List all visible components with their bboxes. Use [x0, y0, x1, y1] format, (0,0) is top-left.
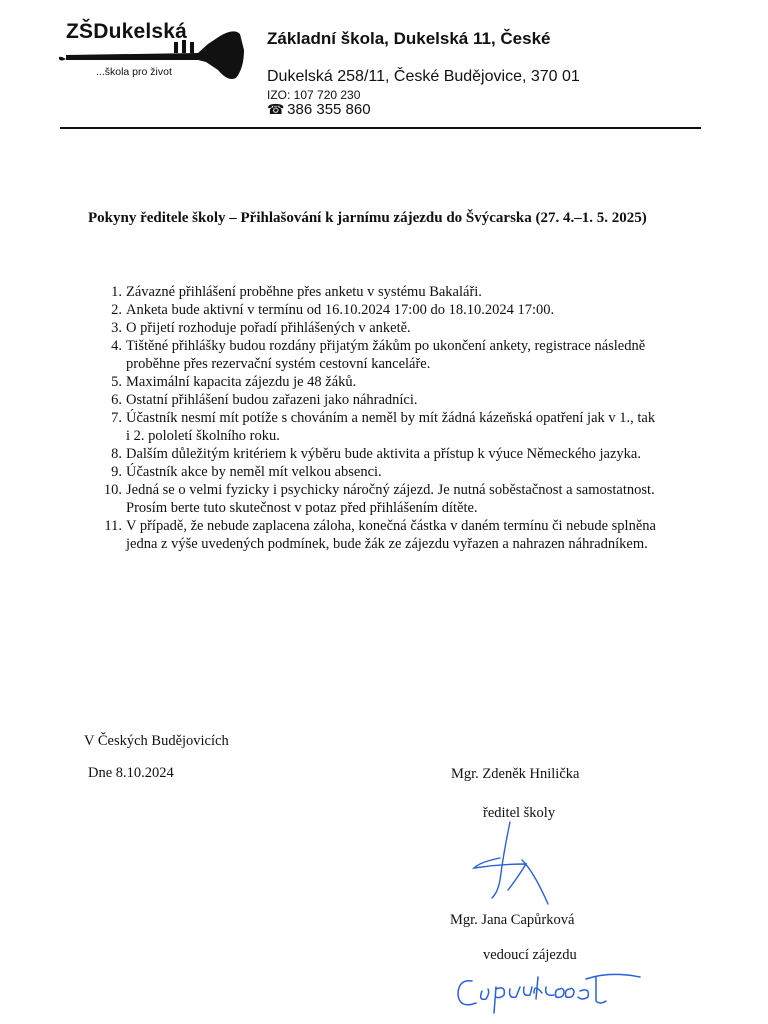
- signer2-name: Mgr. Jana Capůrková: [450, 912, 575, 928]
- list-item: [102, 445, 662, 463]
- list-item-text: Závazné přihlášení proběhne přes anketu v systému Bakaláři.: [126, 284, 482, 300]
- list-item: [102, 283, 662, 301]
- signer1-role: ředitel školy: [483, 805, 556, 821]
- list-item-number: 10.: [103, 482, 122, 498]
- signer1-name: Mgr. Zdeněk Hnilička: [451, 766, 580, 782]
- list-item: [102, 373, 662, 391]
- list-item-number: 3.: [111, 320, 122, 336]
- telephone-icon: ☎: [267, 101, 285, 117]
- list-item-number: 5.: [111, 374, 122, 390]
- phone-number: 386 355 860: [287, 101, 371, 118]
- document-title: Pokyny ředitele školy – Přihlašování k jarnímu zájezdu do Švýcarska (27. 4.–1. 5. 2025): [88, 210, 647, 226]
- list-item: [102, 337, 662, 373]
- list-item-text: V případě, že nebude zaplacena záloha, konečná částka v daném termínu či nebude splněna jedna z výše uvedených podmínek, bude žák ze zájezdu vyřazen a nahrazen náhradníkem.: [126, 518, 656, 552]
- list-item-number: 7.: [111, 410, 122, 426]
- list-item-number: 8.: [111, 446, 122, 462]
- list-item-text: Účastník akce by neměl mít velkou absenci.: [126, 464, 382, 480]
- list-item-number: 9.: [111, 464, 122, 480]
- list-item-text: Účastník nesmí mít potíže s chováním a neměl by mít žádná kázeňská opatření jak v 1., tak i 2. pololetí školního roku.: [126, 410, 656, 444]
- logo-text: ZŠDukelská: [66, 20, 188, 43]
- list-item: [102, 481, 662, 517]
- list-item: [102, 463, 662, 481]
- director-signature: [470, 820, 580, 910]
- list-item-text: Maximální kapacita zájezdu je 48 žáků.: [126, 374, 357, 390]
- list-item-text: Jedná se o velmi fyzicky i psychicky náročný zájezd. Je nutná soběstačnost a samostatnost. Prosím berte tuto skutečnost v potaz před přihlášením dítěte.: [126, 482, 655, 516]
- list-item-number: 1.: [111, 284, 122, 300]
- date-text: Dne 8.10.2024: [88, 765, 174, 781]
- list-item-text: Dalším důležitým kritériem k výběru bude aktivita a přístup k výuce Německého jazyka.: [126, 446, 641, 462]
- list-item: [102, 391, 662, 409]
- place-text: V Českých Budějovicích: [84, 733, 229, 749]
- school-izo: IZO: 107 720 230: [267, 88, 361, 102]
- school-address: Dukelská 258/11, České Budějovice, 370 01: [267, 68, 580, 85]
- list-item: [102, 517, 662, 553]
- list-item-number: 4.: [111, 338, 122, 354]
- list-item-text: Ostatní přihlášení budou zařazeni jako náhradníci.: [126, 392, 418, 408]
- trip-leader-signature: [450, 965, 650, 1017]
- school-phone: [267, 101, 371, 118]
- rules-list: [102, 283, 662, 553]
- list-item: [102, 319, 662, 337]
- list-item-number: 2.: [111, 302, 122, 318]
- list-item: [102, 409, 662, 445]
- list-item: [102, 301, 662, 319]
- signer2-role: vedoucí zájezdu: [483, 947, 577, 963]
- list-item-number: 11.: [104, 518, 122, 534]
- school-name: Základní škola, Dukelská 11, České: [267, 29, 551, 48]
- header-divider: [60, 127, 701, 129]
- list-item-text: O přijetí rozhoduje pořadí přihlášených v anketě.: [126, 320, 411, 336]
- list-item-text: Tištěné přihlášky budou rozdány přijatým žákům po ukončení ankety, registrace následně proběhne přes rezervační systém cestovní kanceláře.: [126, 338, 646, 372]
- list-item-number: 6.: [111, 392, 122, 408]
- logo-tagline: ...škola pro život: [96, 66, 172, 78]
- list-item-text: Anketa bude aktivní v termínu od 16.10.2024 17:00 do 18.10.2024 17:00.: [126, 302, 555, 318]
